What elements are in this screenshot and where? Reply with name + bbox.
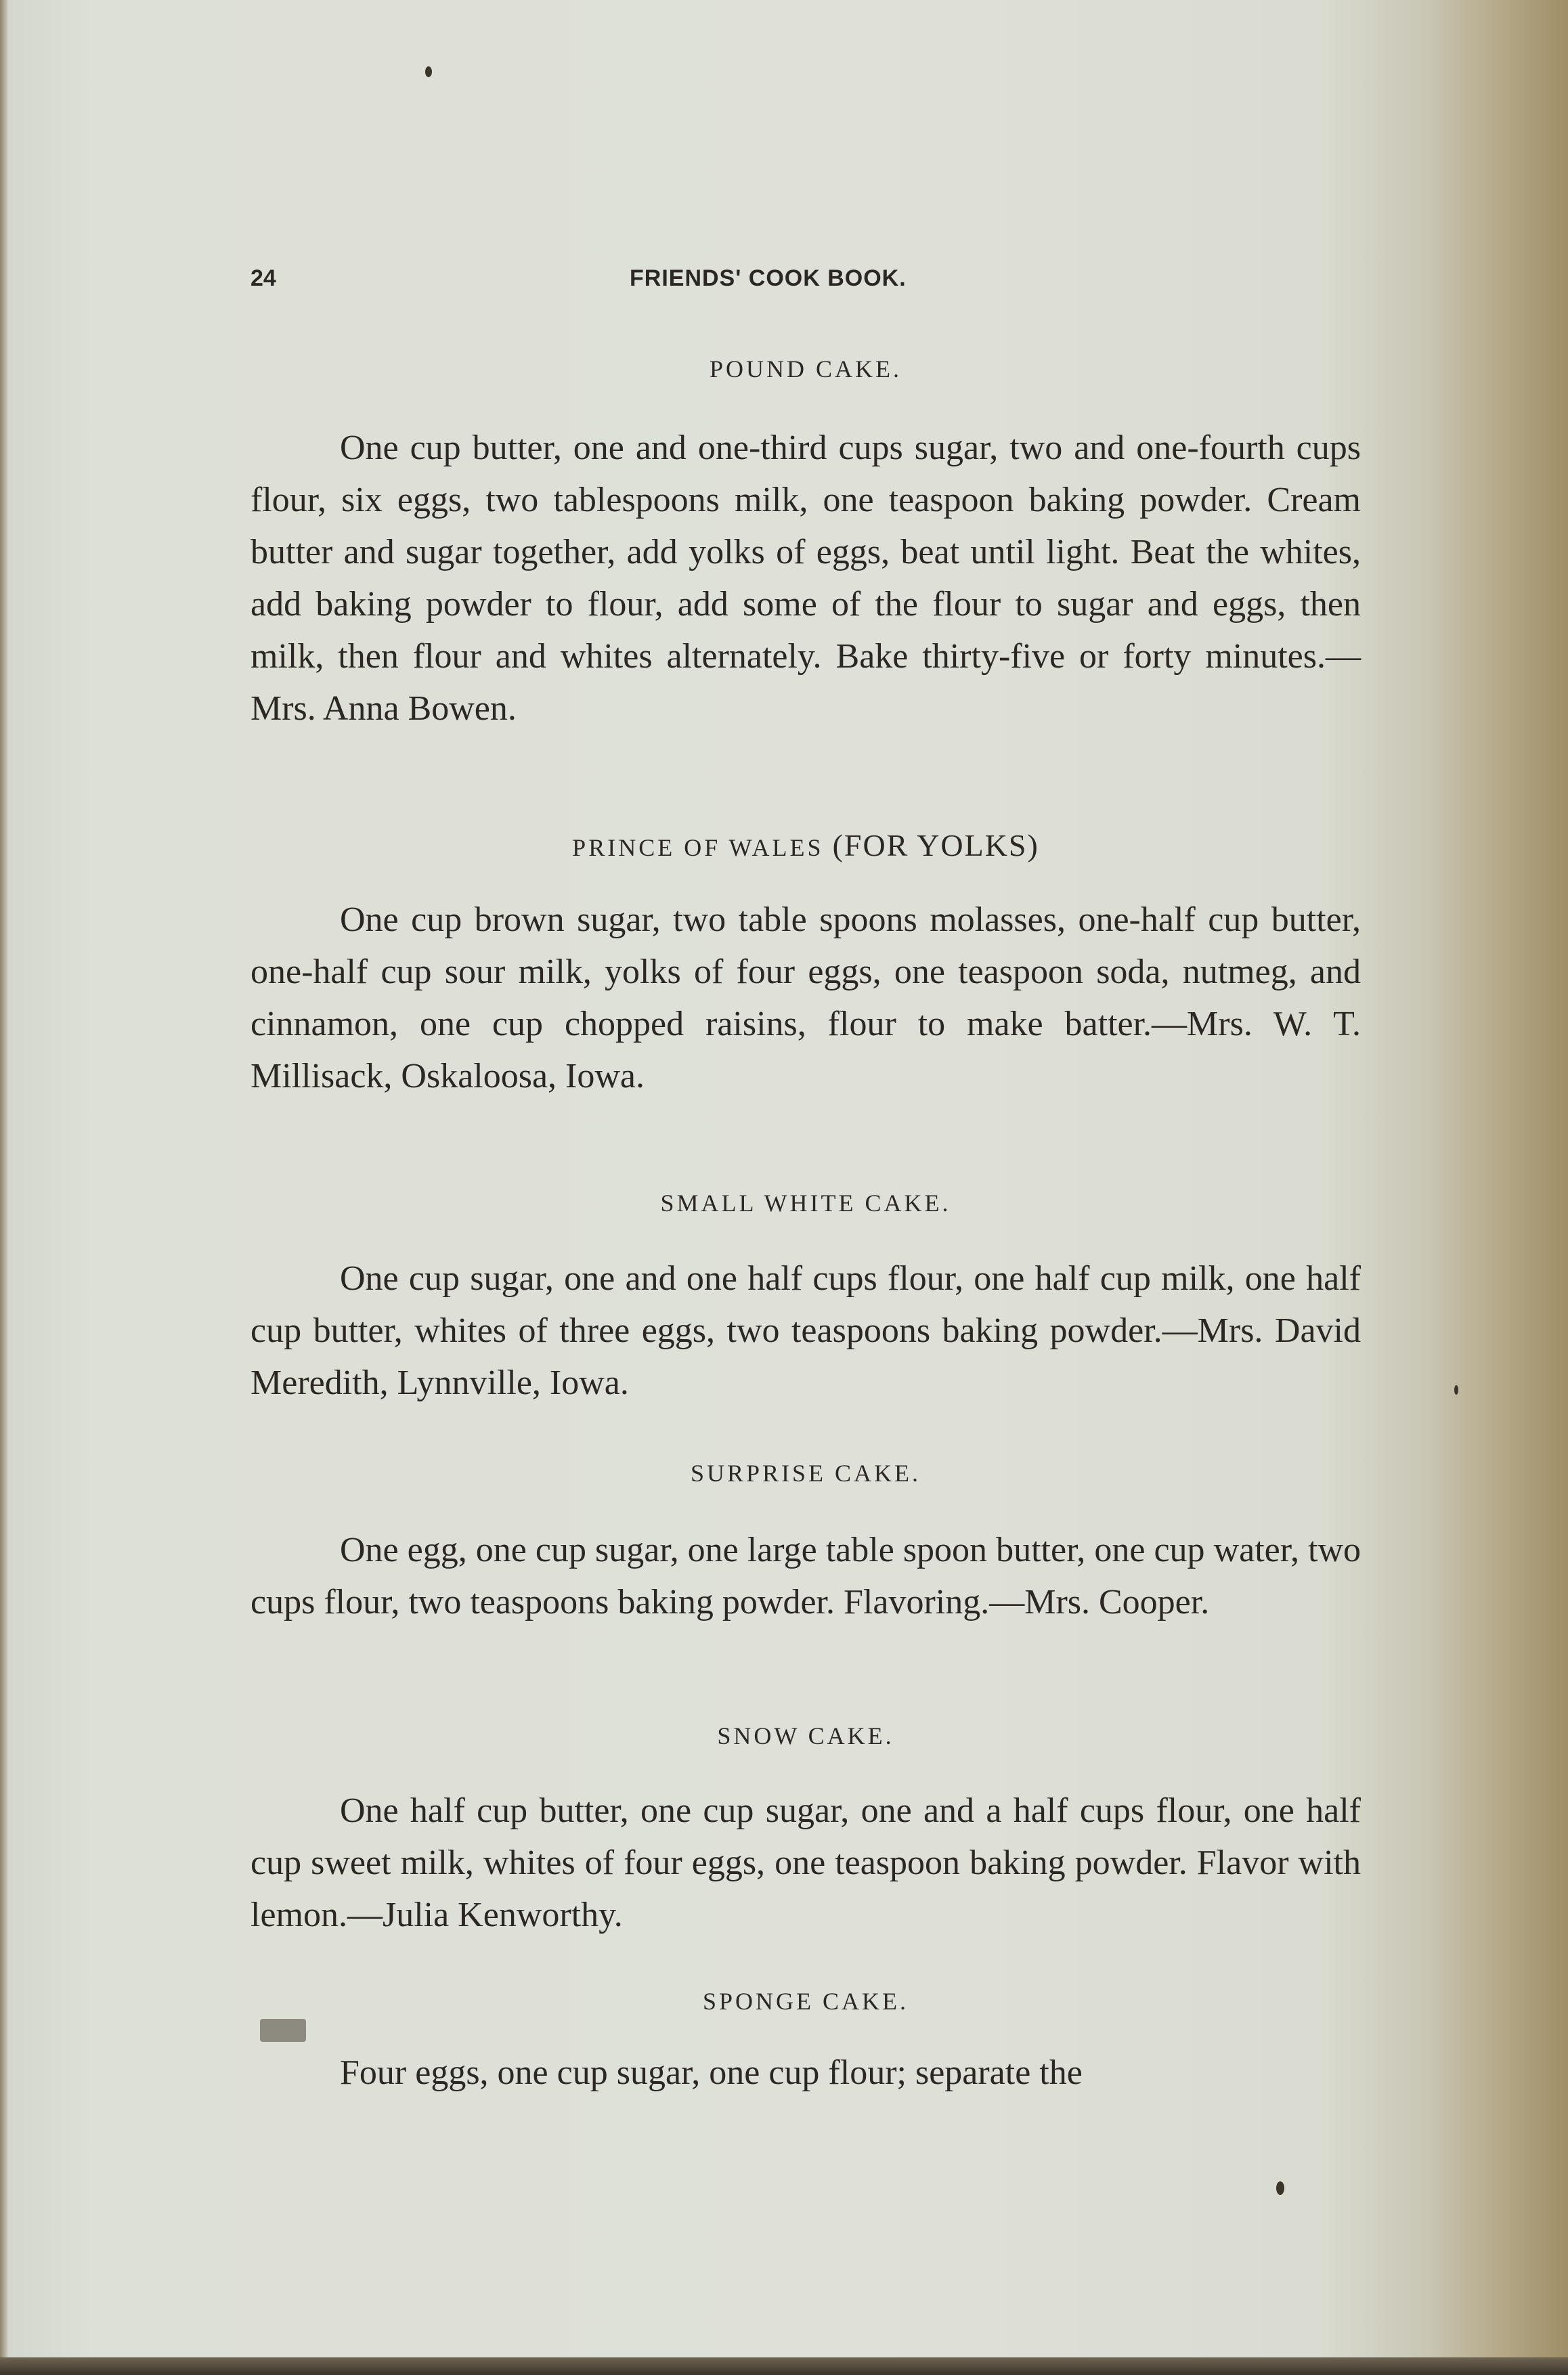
- recipe-title-sponge-cake: SPONGE CAKE.: [702, 1988, 909, 2015]
- page-left-edge: [0, 0, 8, 2375]
- page-bottom-edge: [0, 2357, 1568, 2375]
- ink-speck: [1454, 1385, 1458, 1395]
- recipe-title-pound-cake: POUND CAKE.: [709, 355, 902, 383]
- ink-speck: [425, 66, 432, 77]
- recipe-title-snow-cake: SNOW CAKE.: [717, 1722, 894, 1749]
- running-head: [251, 265, 1361, 299]
- recipe-title-surprise-cake: SURPRISE CAKE.: [690, 1460, 921, 1487]
- recipe-title-prince-of-wales-suffix: (FOR YOLKS): [832, 828, 1039, 863]
- recipe-body-surprise-cake: One egg, one cup sugar, one large table spoon butter, one cup water, two cups flour, two teaspoons baking powder. Flavoring.—Mrs. Cooper.: [251, 1531, 1361, 1621]
- recipe-body-snow-cake: One half cup butter, one cup sugar, one and a half cups flour, one half cup sweet milk, whites of four eggs, one teaspoon baking powder. Flavor with lemon.—Julia Kenworthy.: [251, 1791, 1361, 1934]
- recipe-body-prince-of-wales: One cup brown sugar, two table spoons molasses, one-half cup butter, one-half cup sour milk, yolks of four eggs, one teaspoon soda, nutmeg, and cinnamon, one cup chopped raisins, flour to make batter.—Mrs. W. T. Millisack, Oskaloosa, Iowa.: [251, 900, 1361, 1095]
- recipe-title-prince-of-wales-main: PRINCE OF WALES: [572, 834, 824, 861]
- ink-stamp-mark: [260, 2019, 306, 2042]
- recipe-body-pound-cake: One cup butter, one and one-third cups sugar, two and one-fourth cups flour, six eggs, two tablespoons milk, one teaspoon baking powder. Cream butter and sugar together, add yolks of eggs, beat until light. Beat the whites, add baking powder to flour, add some of the flour to sugar and eggs, then milk, then flour and whites alternately. Bake thirty-five or forty minutes.—Mrs. Anna Bowen.: [251, 429, 1361, 728]
- ink-speck: [1276, 2181, 1284, 2195]
- recipe-title-prince-of-wales: [251, 827, 1361, 863]
- book-title: FRIENDS' COOK BOOK.: [630, 265, 907, 291]
- recipe-body-small-white-cake: One cup sugar, one and one half cups flour, one half cup milk, one half cup butter, whites of three eggs, two teaspoons baking powder.—Mrs. David Meredith, Lynnville, Iowa.: [251, 1259, 1361, 1402]
- recipe-title-small-white-cake: SMALL WHITE CAKE.: [660, 1190, 951, 1217]
- page-number: 24: [251, 265, 276, 291]
- recipe-body-sponge-cake: Four eggs, one cup sugar, one cup flour; separate the: [340, 2053, 1083, 2092]
